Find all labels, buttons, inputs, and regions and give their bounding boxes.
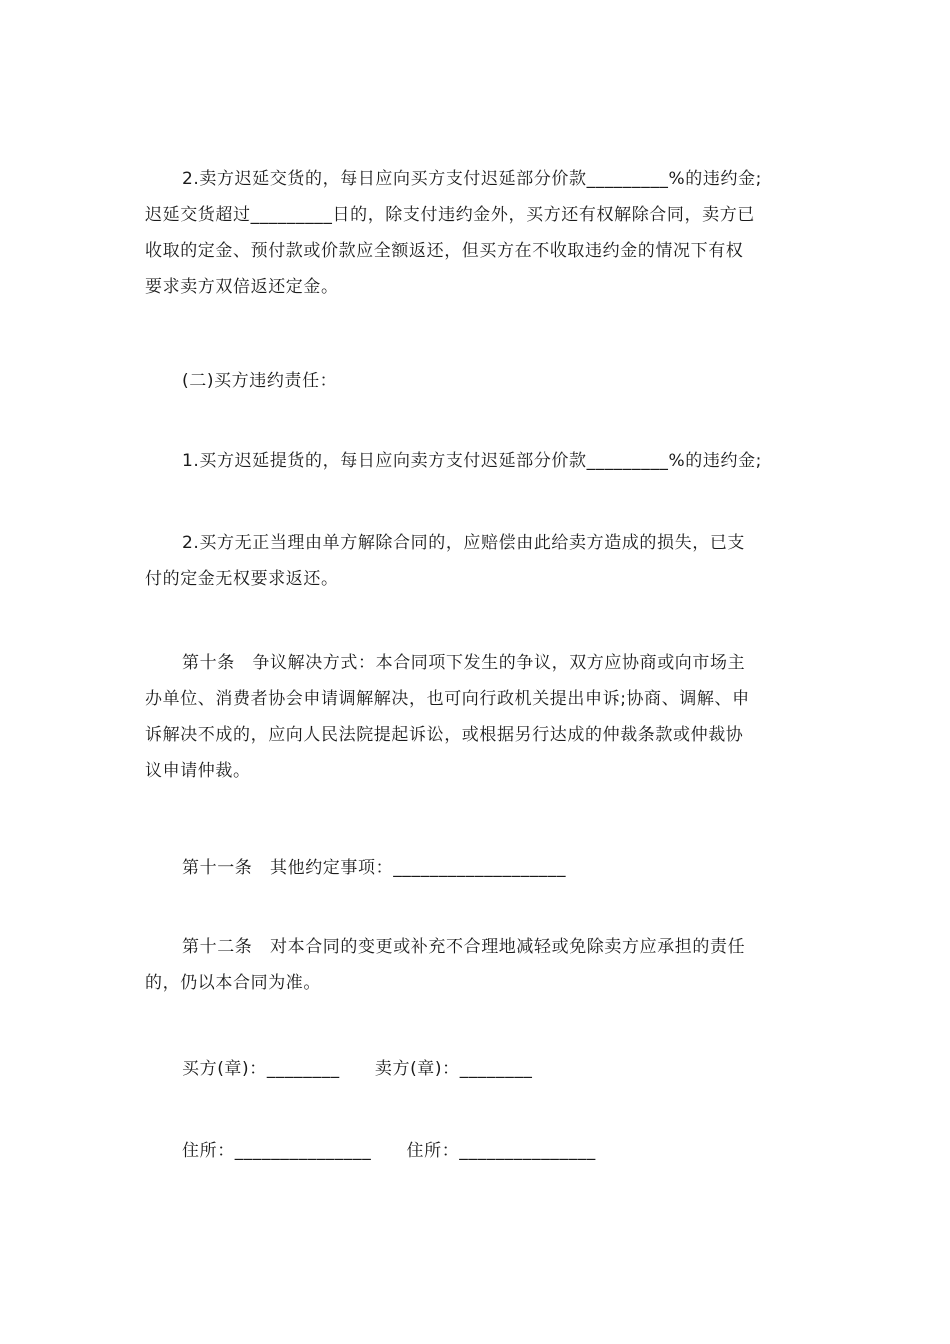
- text-line: 的，仍以本合同为准。: [145, 973, 321, 993]
- text-line: 要求卖方双倍返还定金。: [145, 277, 339, 297]
- text-line: 收取的定金、预付款或价款应全额返还，但买方在不收取违约金的情况下有权: [145, 241, 744, 261]
- text-line: 迟延交货超过_________日的，除支付违约金外，买方还有权解除合同，卖方已: [145, 205, 755, 225]
- text-line: 办单位、消费者协会申请调解解决，也可向行政机关提出申诉;协商、调解、申: [145, 689, 750, 709]
- text-line: 付的定金无权要求返还。: [145, 569, 339, 589]
- text-line: 第十一条 其他约定事项：___________________: [182, 858, 567, 878]
- text-line: 2.买方无正当理由单方解除合同的，应赔偿由此给卖方造成的损失，已支: [182, 533, 746, 553]
- text-line: 第十二条 对本合同的变更或补充不合理地减轻或免除卖方应承担的责任: [182, 937, 746, 957]
- buyer-liability-heading: [145, 363, 810, 399]
- buyer-delay-clause: [145, 443, 810, 479]
- text-line: 2.卖方迟延交货的，每日应向买方支付迟延部分价款_________%的违约金;: [182, 169, 762, 189]
- signature-fields: 买方(章)：________ 卖方(章)：________: [182, 1059, 533, 1079]
- article-10-dispute-resolution: [145, 645, 810, 789]
- seller-delay-clause: [145, 161, 810, 305]
- article-11-other-matters: [145, 850, 810, 886]
- text-line: 1.买方迟延提货的，每日应向卖方支付迟延部分价款_________%的违约金;: [182, 451, 762, 471]
- buyer-termination-clause: [145, 525, 810, 597]
- text-line: 诉解决不成的，应向人民法院提起诉讼，或根据另行达成的仲裁条款或仲裁协: [145, 725, 744, 745]
- text-line: 第十条 争议解决方式：本合同项下发生的争议，双方应协商或向市场主: [182, 653, 746, 673]
- address-line: [145, 1133, 810, 1169]
- article-12-amendments: [145, 929, 810, 1001]
- address-fields: 住所：_______________ 住所：_______________: [182, 1141, 596, 1161]
- signature-line: [145, 1051, 810, 1087]
- text-line: 议申请仲裁。: [145, 761, 251, 781]
- heading-text: (二)买方违约责任：: [182, 371, 338, 391]
